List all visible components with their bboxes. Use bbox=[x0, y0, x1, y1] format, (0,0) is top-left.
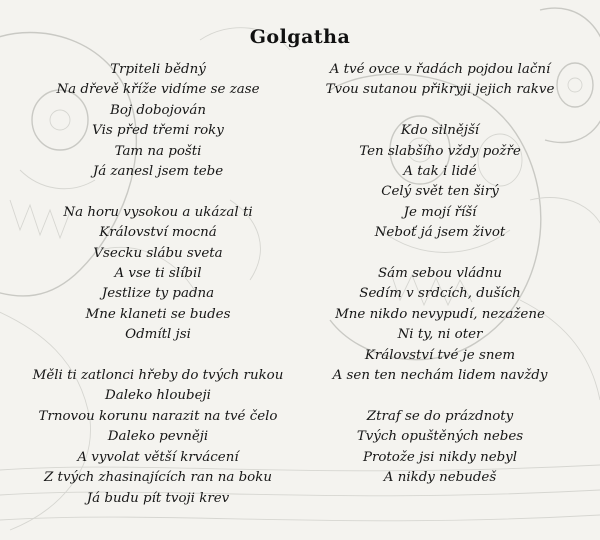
verse-line: Tam na pošti bbox=[114, 143, 202, 159]
stanza bbox=[290, 407, 590, 489]
right-column bbox=[290, 60, 590, 509]
verse-line: Mne klaneti se budes bbox=[85, 306, 231, 322]
verse-line: Měli ti zatlonci hřeby do tvých rukou bbox=[32, 368, 284, 384]
verse-line: Na horu vysokou a ukázal ti bbox=[63, 204, 253, 220]
verse-line: Království tvé je snem bbox=[364, 347, 516, 363]
poem-title: Golgatha bbox=[249, 26, 351, 48]
stanza bbox=[8, 203, 308, 346]
verse-line: Trpiteli bědný bbox=[110, 62, 206, 77]
verse-line: Tvou sutanou přikryji jejich rakve bbox=[325, 82, 555, 98]
verse-line: Vsecku slábu sveta bbox=[93, 245, 223, 261]
verse-line: Sedím v srdcích, duších bbox=[359, 286, 521, 302]
verse-line: Daleko hloubeji bbox=[105, 388, 211, 404]
verse-line: A tak i lidé bbox=[403, 164, 477, 180]
verse-line: Kdo silnější bbox=[400, 123, 480, 139]
verse-line: Boj dobojován bbox=[110, 102, 206, 118]
verse-line: A vyvolat větší krvácení bbox=[77, 449, 239, 465]
stanza bbox=[290, 264, 590, 386]
verse-line: Protože jsi nikdy nebyl bbox=[362, 449, 518, 465]
verse-line: Sám sebou vládnu bbox=[377, 266, 503, 282]
verse-line: Království mocná bbox=[99, 225, 217, 241]
stanza bbox=[290, 121, 590, 243]
verse-line: Tvých opuštěných nebes bbox=[356, 429, 524, 445]
verse-line: A sen ten nechám lidem navždy bbox=[332, 368, 548, 384]
verse-line: Je mojí říší bbox=[403, 204, 477, 220]
verse-line: A nikdy nebudeš bbox=[383, 470, 497, 486]
stanza bbox=[8, 366, 308, 509]
stanza bbox=[290, 60, 590, 101]
verse-line: Odmítl jsi bbox=[125, 327, 191, 343]
verse-line: Trnovou korunu narazit na tvé čelo bbox=[38, 408, 278, 424]
verse-line: A tvé ovce v řadách pojdou lační bbox=[329, 62, 551, 77]
verse-line: Jestlize ty padna bbox=[101, 286, 215, 302]
verse-line: Já zanesl jsem tebe bbox=[92, 164, 224, 180]
verse-line: Ten slabšího vždy požře bbox=[359, 143, 521, 159]
verse-line: Vis před třemi roky bbox=[92, 123, 224, 139]
verse-line: Neboť já jsem život bbox=[374, 225, 506, 241]
verse-line: Daleko pevněji bbox=[107, 429, 209, 445]
verse-line: A vse ti slíbil bbox=[114, 266, 202, 282]
verse-line: Z tvých zhasinajících ran na boku bbox=[44, 470, 272, 486]
verse-line: Celý svět ten širý bbox=[381, 184, 499, 200]
verse-line: Mne nikdo nevypudí, nezažene bbox=[335, 306, 545, 322]
verse-line: Ni ty, ni oter bbox=[397, 327, 483, 343]
verse-line: Na dřevě kříže vidíme se zase bbox=[56, 82, 260, 98]
verse-line: Ztraf se do prázdnoty bbox=[366, 408, 514, 424]
left-column bbox=[8, 60, 308, 529]
verse-line: Já budu pít tvoji krev bbox=[86, 490, 230, 506]
stanza bbox=[8, 60, 308, 182]
